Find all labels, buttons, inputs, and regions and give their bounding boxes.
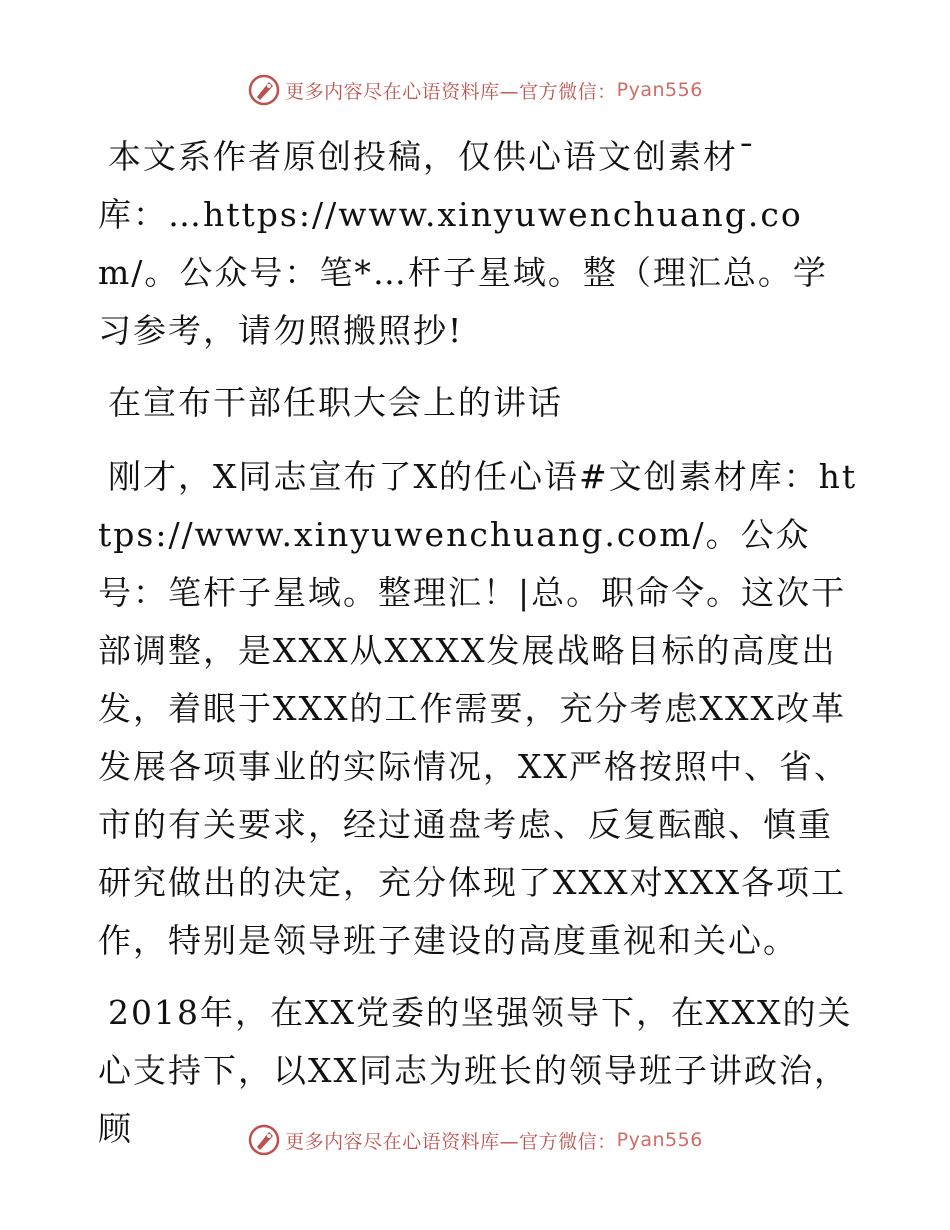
pen-nib-logo-icon: [247, 73, 281, 107]
document-body: [98, 128, 858, 1172]
watermark-slogan: 更多内容尽在心语资料库—官方微信：: [285, 80, 617, 103]
body-paragraph-2: 2018年，在XX党委的坚强领导下，在XXX的关心支持下，以XX同志为班长的领导班子讲政治，顾: [98, 993, 853, 1148]
speech-title: 在宣布干部任职大会上的讲话: [108, 383, 563, 422]
watermark-contact: Pyan556: [616, 79, 703, 101]
watermark-slogan: 更多内容尽在心语资料库—官方微信：: [285, 1130, 617, 1153]
intro-paragraph: 本文系作者原创投稿，仅供心语文创素材¯库：…https://www.xinyuwenchuang.com/。公众号：笔*…杆子星域。整（理汇总。学习参考，请勿照搬照抄!: [98, 137, 828, 350]
footer-watermark: [0, 1120, 950, 1160]
header-watermark: [0, 70, 950, 110]
watermark-contact: Pyan556: [616, 1129, 703, 1151]
pen-nib-logo-icon: [247, 1123, 281, 1157]
body-paragraph-1: 刚才，X同志宣布了X的任心语#文创素材库：https://www.xinyuwenchuang.com/。公众号：笔杆子星域。整理汇！|总。职命令。这次干部调整，是XXX从XXXX发展战略目标的高度出发，着眼于XXX的工作需要，充分考虑XXX改革发展各项事业的实际情况，XX严格按照中、省、市的有关要求，经过通盘考虑、反复酝酿、慎重研究做出的决定，充分体现了XXX对XXX各项工作，特别是领导班子建设的高度重视和关心。: [98, 457, 858, 960]
